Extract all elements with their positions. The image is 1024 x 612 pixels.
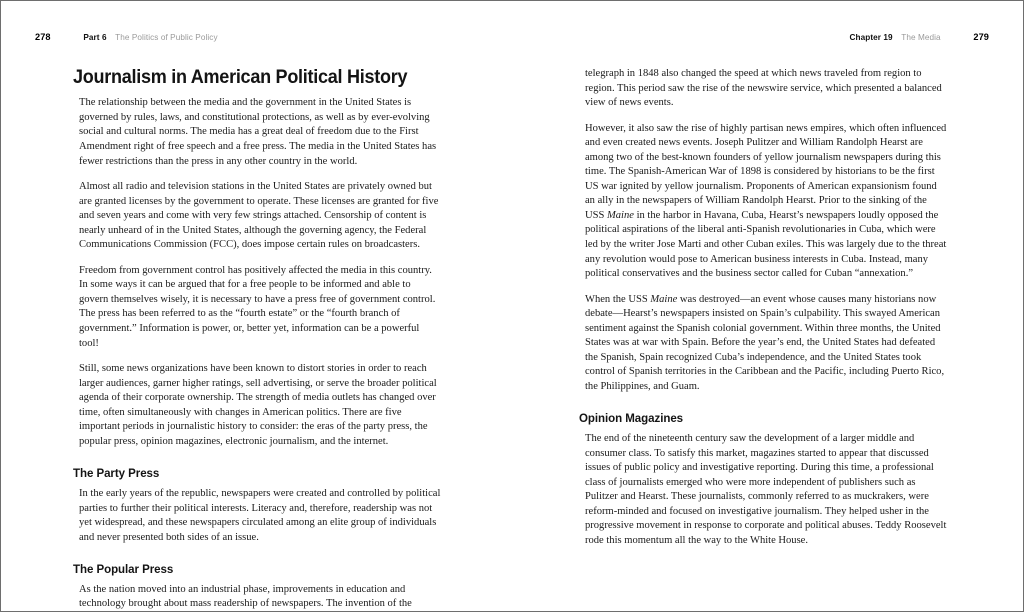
section-heading-popular-press: The Popular Press	[73, 562, 174, 577]
ship-name-maine-italic-2: Maine	[650, 293, 678, 305]
ship-name-maine-italic-1: Maine	[607, 209, 634, 221]
paragraph-uss-maine-part-2: was destroyed—an event whose causes many historians now debate—Hearst’s newspapers insisted on Spain’s culpability. This swayed American sentiment against the Spanish colonial government. Within three months, the United States was at war with Spain. Before the year’s end, the United States had defeated the Spanish, Spain recognized Cuba’s independence, and the United States took control of Spanish territories in the Caribbean and the Pacific, including Puerto Rico, the Philippines, and Guam.	[585, 293, 945, 392]
running-head-chapter-title: The Media	[901, 33, 941, 42]
paragraph-fourth-estate: Freedom from government control has positively affected the media in this country. In some ways it can be argued that for a free people to be informed and able to govern themselves wisely, it is necessary to have a press free of government control. The press has been referred to as the “fourth estate” or the “fourth branch of government.” Information is power, or, better yet, information can be a powerful tool!	[79, 264, 436, 349]
running-head-left	[35, 33, 218, 42]
right-page-column	[579, 67, 947, 549]
paragraph-media-government: The relationship between the media and the government in the United States is governed by rules, laws, and constitutional protections, as well as by ever-evolving social and cultural norms. The media has a great deal of freedom due to the First Amendment right of free speech and a free press. The media in the United States has fewer restrictions than the press in any other country in the world.	[79, 97, 437, 167]
running-head-part-title: The Politics of Public Policy	[115, 33, 218, 42]
section-heading-party-press: The Party Press	[73, 466, 160, 481]
paragraph-party-press: In the early years of the republic, newspapers were created and controlled by political parties to further their political interests. Literacy and, therefore, readership was not yet widespread, and these newspapers circulated among an elite group of individuals and never presented both sides of an issue.	[79, 488, 441, 543]
running-head-right	[850, 33, 989, 42]
paragraph-telegraph-continued: telegraph in 1848 also changed the speed at which news traveled from region to region. This period saw the rise of the newswire service, which presented a balanced view of news events.	[585, 68, 942, 109]
left-page-column	[73, 66, 441, 612]
section-heading-opinion-magazines: Opinion Magazines	[579, 411, 684, 426]
paragraph-five-periods: Still, some news organizations have been known to distort stories in order to reach larger audiences, garner higher ratings, sell advertising, or serve the broader political agenda of their corporate ownership. The strength of media outlets has changed over time, often simultaneously with changes in American politics. There are five important periods in journalistic history to consider: the eras of the party press, the popular press, opinion magazines, electronic journalism, and the internet.	[79, 363, 437, 447]
folio-left: 278	[35, 32, 51, 42]
running-head-chapter-label: Chapter 19	[849, 33, 893, 42]
paragraph-uss-maine-destroyed	[585, 293, 947, 395]
paragraph-yellow-journalism-part-1: However, it also saw the rise of highly partisan news empires, which often influenced and even created news events. Joseph Pulitzer and William Randolph Hearst are among two of the best-known founders of yellow journalism newspapers during this time. The Spanish-American War of 1898 is considered by historians to be the first US war ignited by yellow journalism. Proponents of American expansionism found an ally in the newspapers of William Randolph Hearst. Prior to the sinking of the USS	[585, 122, 947, 221]
page-title: Journalism in American Political History	[73, 66, 408, 88]
paragraph-opinion-magazines: The end of the nineteenth century saw the development of a larger middle and consumer class. To satisfy this market, magazines started to appear that discussed issues of public policy and investigative reporting. During this time, a professional class of journalists emerged who were more independent of publishers such as Pulitzer and Hearst. These journalists, commonly referred to as muckrakers, were reform-minded and focused on investigative journalism. They helped usher in the progressive movement in response to corporate and political abuses. Teddy Roosevelt rode this momentum all the way to the White House.	[585, 433, 947, 546]
running-head-part-label: Part 6	[83, 33, 107, 42]
folio-right: 279	[973, 32, 989, 42]
paragraph-yellow-journalism-part-2: in the harbor in Havana, Cuba, Hearst’s newspapers loudly opposed the political aspirations of the liberal anti-Spanish revolutionaries in Cuba, which were led by the writer Jose Marti and other Cuban exiles. This was largely due to the threat any revolution would pose to American business interests in Cuba. Instead, many political conservatives and the business sector called for Cuban “annexation.”	[585, 209, 947, 280]
paragraph-uss-maine-part-1: When the USS	[585, 293, 651, 305]
paragraph-popular-press: As the nation moved into an industrial phase, improvements in education and technology brought about mass readership of newspapers. The invention of the	[79, 583, 412, 610]
paragraph-yellow-journalism	[585, 122, 947, 282]
paragraph-broadcast-licensing: Almost all radio and television stations in the United States are privately owned but are granted licenses by the government to operate. These licenses are granted for five and seven years and come with very few strings attached. Censorship of content is nearly unheard of in the United States, although the governing agency, the Federal Communications Commission (FCC), does impose certain rules on broadcasters.	[79, 181, 439, 251]
